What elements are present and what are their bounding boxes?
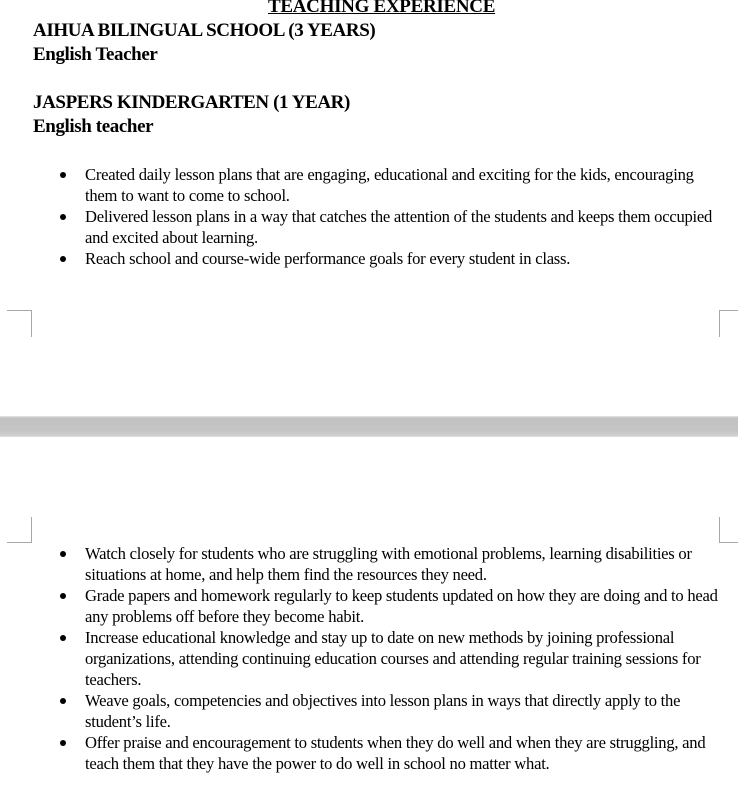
bullet-icon [60, 740, 66, 746]
bullet-icon [60, 551, 66, 557]
page-break-separator [0, 416, 738, 437]
bullet-icon [60, 593, 66, 599]
list-item: Watch closely for students who are struggling with emotional problems, learning disabilities or situations at home, and help them find the resources they need. [56, 543, 722, 585]
list-item: Offer praise and encouragement to students when they do well and when they are struggling, and teach them that they have the power to do well in school no matter what. [56, 732, 722, 774]
list-item: Reach school and course-wide performance goals for every student in class. [56, 248, 722, 269]
bullet-icon [60, 214, 66, 220]
bullet-icon [60, 172, 66, 178]
margin-corner-mark [7, 310, 32, 337]
duties-list-continued [56, 543, 722, 774]
list-item: Increase educational knowledge and stay up to date on new methods by joining professional organizations, attending continuing education courses and attending regular training sessions for teachers. [56, 627, 722, 690]
bullet-icon [60, 256, 66, 262]
margin-corner-mark [7, 517, 32, 543]
bullet-icon [60, 698, 66, 704]
role-heading: English teacher [33, 116, 154, 137]
employer-heading: JASPERS KINDERGARTEN (1 YEAR) [33, 92, 350, 113]
list-item: Weave goals, competencies and objectives into lesson plans in ways that directly apply to the student’s life. [56, 690, 722, 732]
role-heading: English Teacher [33, 44, 158, 65]
employer-heading: AIHUA BILINGUAL SCHOOL (3 YEARS) [33, 20, 376, 41]
list-item: Delivered lesson plans in a way that catches the attention of the students and keeps them occupied and excited about learning. [56, 206, 722, 248]
duties-list [56, 164, 722, 269]
margin-corner-mark [719, 310, 738, 337]
list-item: Created daily lesson plans that are engaging, educational and exciting for the kids, encouraging them to want to come to school. [56, 164, 722, 206]
section-title: TEACHING EXPERIENCE [268, 0, 496, 17]
list-item: Grade papers and homework regularly to keep students updated on how they are doing and to head any problems off before they become habit. [56, 585, 722, 627]
bullet-icon [60, 635, 66, 641]
margin-corner-mark [719, 517, 738, 543]
